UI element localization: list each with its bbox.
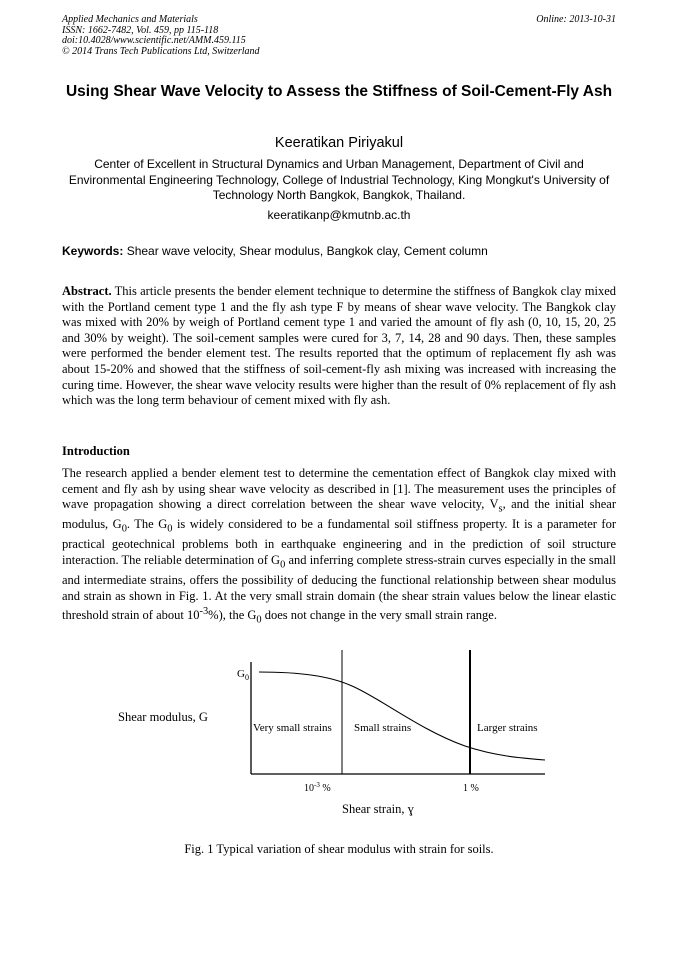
doi-line: doi:10.4028/www.scientific.net/AMM.459.115 [62, 35, 246, 46]
modulus-curve [259, 672, 545, 760]
issn-line: ISSN: 1662-7482, Vol. 459, pp 115-118 [62, 24, 219, 36]
region-larger-strains: Larger strains [477, 722, 538, 734]
tick-label-1e-3: $10^{-3}$ % [304, 781, 331, 794]
intro-subscript: 0 [121, 523, 127, 535]
journal-header [62, 15, 616, 57]
online-date: Online: 2013-10-31 [536, 14, 616, 25]
intro-text: . The G [126, 517, 168, 532]
keywords-label: Keywords: [62, 244, 124, 258]
intro-text: is widely considered to be a fundamental soil stiffness property. It is a parameter for practical geotechnical problems both in earthquake engineering and in the prediction of soil structure interaction. The reliable determination of G [62, 517, 616, 567]
affiliation: Center of Excellent in Structural Dynamics and Urban Management, Department of Civil and Environmental Engineering Technology, College of Industrial Technology, King Mongkut's University of Technology North Bangkok, Bangkok, Thailand. [68, 157, 610, 202]
abstract-text: This article presents the bender element technique to determine the stiffness of Bangkok clay mixed with the Portland cement type 1 and the fly ash type F by means of shear wave velocity. The Bangkok clay was mixed with 20% by weigh of Portland cement type 1 and varied the amount of fly ash (0, 10, 15, 20, 25 and 30% by weight). The soil-cement samples were cured for 3, 7, 14, 28 and 90 days. Then, these samples were performed the bender element test. The results reported that the optimum of replacement fly ash was about 15-20% and showed that the stiffness of soil-cement-fly ash mixing was increased with increasing the curing time. However, the shear wave velocity results were higher than the result of 0% replacement of fly ash which was the long term behaviour of cement mixed with fly ash. [62, 284, 616, 408]
region-small-strains: Small strains [354, 722, 412, 734]
intro-text: %), the G [208, 608, 257, 623]
intro-subscript: 0 [167, 523, 173, 535]
region-very-small-strains: Very small strains [253, 722, 332, 734]
intro-subscript: 0 [256, 614, 262, 626]
section-heading-introduction: Introduction [62, 444, 130, 458]
intro-subscript: 0 [280, 559, 286, 571]
tick-label-1pct: 1 % [463, 783, 479, 794]
abstract-label: Abstract. [62, 284, 112, 298]
intro-text: and inferring complete stress-strain curves especially in the small and intermediate strains, offers the possibility of deducing the functional relationship between shear modulus and strain as shown in Fig. 1. At the very small strain domain (the shear strain values below the linear elastic threshold strain of about 10 [62, 552, 616, 623]
copyright-line: © 2014 Trans Tech Publications Ltd, Switzerland [62, 45, 260, 57]
g0-label: $G_0$ [237, 668, 249, 682]
journal-name: Applied Mechanics and Materials [62, 14, 198, 25]
author-name: Keeratikan Piriyakul [274, 135, 404, 151]
keywords [62, 244, 616, 258]
figure-caption: Fig. 1 Typical variation of shear modulus with strain for soils. [184, 842, 494, 856]
keywords-list: Shear wave velocity, Shear modulus, Bangkok clay, Cement column [123, 244, 488, 258]
y-axis-label: Shear modulus, G [118, 710, 208, 724]
intro-subscript: s [498, 503, 503, 515]
author-email[interactable]: keeratikanp@kmutnb.ac.th [267, 208, 411, 222]
introduction-paragraph [62, 466, 616, 629]
x-axis-label: Shear strain, ɣ [342, 802, 414, 816]
intro-superscript: -3 [199, 606, 209, 618]
intro-text: The research applied a bender element test to determine the cementation effect of Bangkok clay mixed with cement and fly ash by using shear wave velocity as described in [1]. The measurement uses the principles of wave propagation showing a direct correlation between the shear wave velocity, V [62, 466, 616, 512]
intro-text: does not change in the very small strain range. [261, 608, 497, 623]
intro-text: , and the initial shear modulus, G [62, 497, 617, 532]
paper-title: Using Shear Wave Velocity to Assess the Stiffness of Soil-Cement-Fly Ash [65, 83, 613, 100]
figure-1-shear-modulus-curve [0, 640, 678, 830]
abstract [62, 284, 616, 409]
